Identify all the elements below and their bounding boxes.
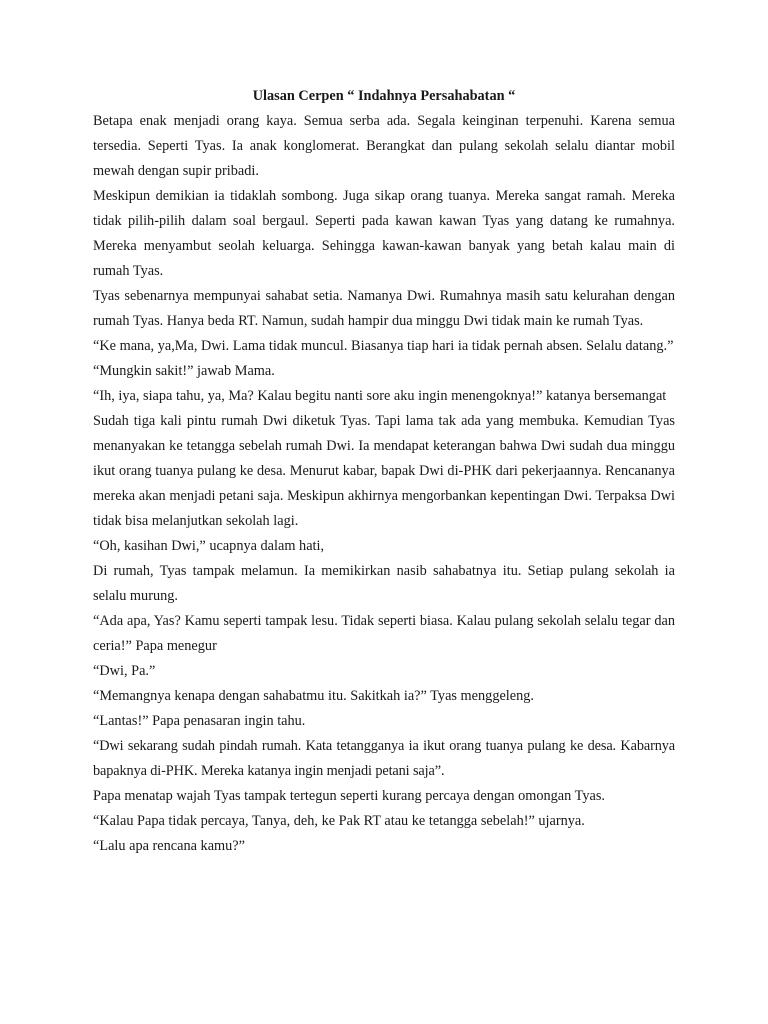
paragraph: “Oh, kasihan Dwi,” ucapnya dalam hati,	[93, 538, 325, 554]
paragraph: Papa menatap wajah Tyas tampak tertegun seperti kurang percaya dengan omongan Tyas.	[93, 788, 605, 804]
paragraph: Sudah tiga kali pintu rumah Dwi diketuk Tyas. Tapi lama tak ada yang membuka. Kemudian Tyas menanyakan ke tetangga sebelah rumah Dwi. Ia mendapat keterangan bahwa Dwi sudah dua minggu ikut orang tuanya pulang ke desa. Menurut kabar, bapak Dwi di-PHK dari pekerjaannya. Rencananya mereka akan menjadi petani saja. Meskipun akhirnya mengorbankan kepentingan Dwi. Terpaksa Dwi tidak bisa melanjutkan sekolah lagi.	[93, 413, 675, 529]
paragraph: “Mungkin sakit!” jawab Mama.	[93, 363, 275, 379]
paragraph: “Lantas!” Papa penasaran ingin tahu.	[93, 713, 306, 729]
paragraph: Meskipun demikian ia tidaklah sombong. Juga sikap orang tuanya. Mereka sangat ramah. Mereka tidak pilih-pilih dalam soal bergaul. Seperti pada kawan kawan Tyas yang datang ke rumahnya. Mereka menyambut seolah keluarga. Sehingga kawan-kawan banyak yang betah kalau main di rumah Tyas.	[93, 188, 675, 279]
paragraph: “Ih, iya, siapa tahu, ya, Ma? Kalau begitu nanti sore aku ingin menengoknya!” katanya bersemangat	[93, 388, 667, 404]
paragraph: “Kalau Papa tidak percaya, Tanya, deh, ke Pak RT atau ke tetangga sebelah!” ujarnya.	[93, 813, 585, 829]
paragraph: “Ada apa, Yas? Kamu seperti tampak lesu. Tidak seperti biasa. Kalau pulang sekolah selalu tegar dan ceria!” Papa menegur	[93, 613, 675, 654]
paragraph: “Lalu apa rencana kamu?”	[93, 838, 246, 854]
paragraph: “Dwi sekarang sudah pindah rumah. Kata tetangganya ia ikut orang tuanya pulang ke desa. Kabarnya bapaknya di-PHK. Mereka katanya ingin menjadi petani saja”.	[93, 738, 675, 779]
paragraph: “Dwi, Pa.”	[93, 663, 156, 679]
paragraph: “Ke mana, ya,Ma, Dwi. Lama tidak muncul. Biasanya tiap hari ia tidak pernah absen. Selalu datang.”	[93, 338, 674, 354]
paragraph: Di rumah, Tyas tampak melamun. Ia memikirkan nasib sahabatnya itu. Setiap pulang sekolah ia selalu murung.	[93, 563, 675, 604]
paragraph: Betapa enak menjadi orang kaya. Semua serba ada. Segala keinginan terpenuhi. Karena semua tersedia. Seperti Tyas. Ia anak konglomerat. Berangkat dan pulang sekolah selalu diantar mobil mewah dengan supir pribadi.	[93, 113, 675, 179]
document-body	[93, 109, 675, 859]
document-title: Ulasan Cerpen “ Indahnya Persahabatan “	[252, 88, 516, 104]
paragraph: “Memangnya kenapa dengan sahabatmu itu. Sakitkah ia?” Tyas menggeleng.	[93, 688, 534, 704]
paragraph: Tyas sebenarnya mempunyai sahabat setia. Namanya Dwi. Rumahnya masih satu kelurahan dengan rumah Tyas. Hanya beda RT. Namun, sudah hampir dua minggu Dwi tidak main ke rumah Tyas.	[93, 288, 675, 329]
